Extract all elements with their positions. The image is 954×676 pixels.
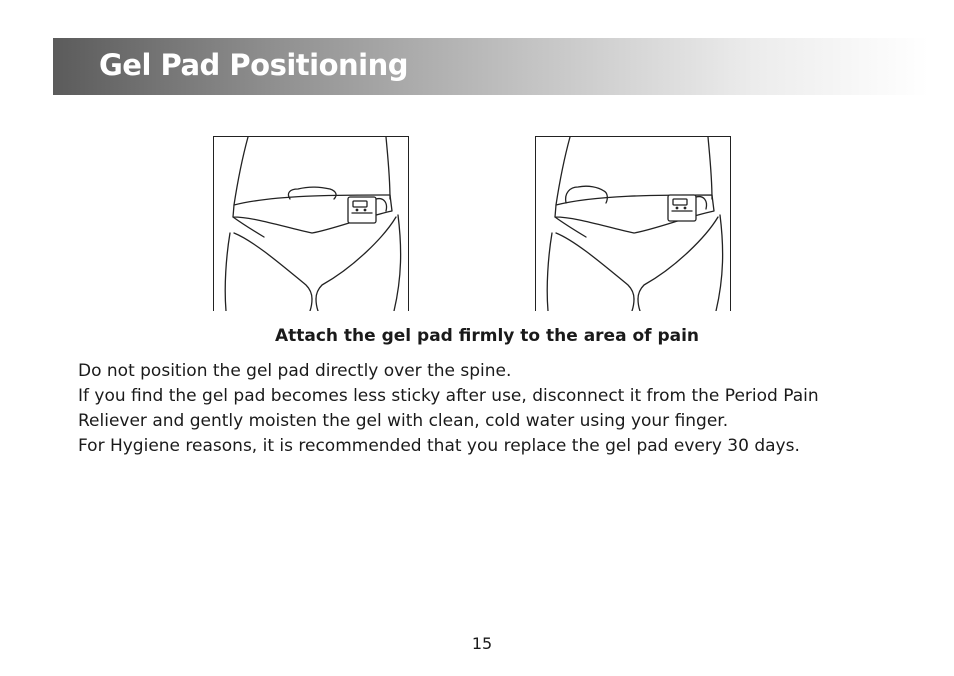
gel-pad-illustration-left: [213, 136, 409, 311]
instruction-line-3: Reliever and gently moisten the gel with clean, cold water using your finger.: [78, 411, 729, 431]
header-bar: [53, 38, 929, 95]
figure-caption: Attach the gel pad firmly to the area of pain: [274, 326, 700, 346]
instructions-text: [78, 359, 918, 459]
gel-pad-placement-illustration-icon: [214, 137, 408, 311]
page-number: 15: [471, 634, 493, 653]
gel-pad-placement-illustration-icon: [536, 137, 730, 311]
gel-pad-illustration-right: [535, 136, 731, 311]
instruction-line-4: For Hygiene reasons, it is recommended that you replace the gel pad every 30 days.: [78, 436, 800, 456]
instruction-line-2: If you find the gel pad becomes less sticky after use, disconnect it from the Period Pain: [78, 386, 819, 406]
page-title: Gel Pad Positioning: [99, 48, 409, 82]
instruction-line-1: Do not position the gel pad directly over the spine.: [78, 361, 512, 381]
